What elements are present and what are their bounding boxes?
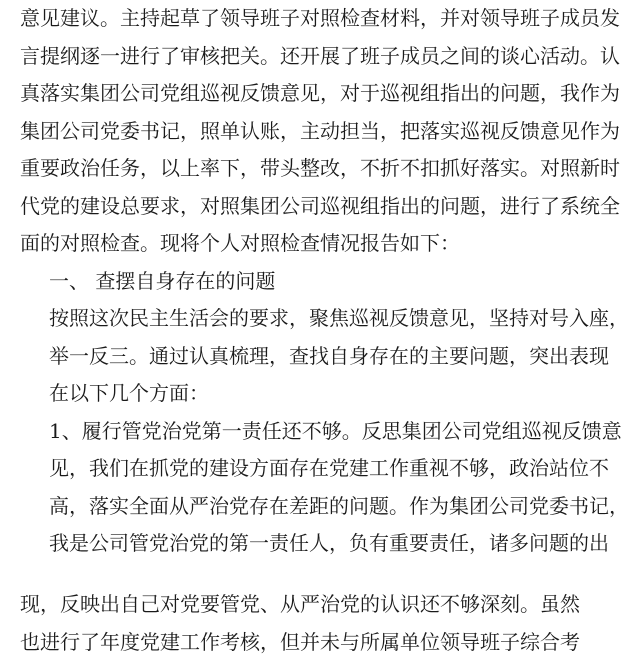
text-line: 1、履行管党治党第一责任还不够。反思集团公司党组巡视反馈意: [0, 413, 640, 451]
text-line: 真落实集团公司党组巡视反馈意见，对于巡视组指出的问题，我作为: [0, 75, 640, 113]
text-line: 意见建议。主持起草了领导班子对照检查材料，并对领导班子成员发: [0, 0, 640, 38]
text-line: 在以下几个方面：: [0, 375, 640, 413]
text-line: 重要政治任务，以上率下，带头整改，不折不扣抓好落实。对照新时: [0, 150, 640, 188]
text-line: 言提纲逐一进行了审核把关。还开展了班子成员之间的谈心活动。认: [0, 38, 640, 76]
text-line: 举一反三。通过认真梳理，查找自身存在的主要问题，突出表现: [0, 338, 640, 376]
document-page-bottom: [0, 586, 640, 661]
text-line: 按照这次民主生活会的要求，聚焦巡视反馈意见，坚持对号入座，: [0, 300, 640, 338]
section-heading: 一、 查摆自身存在的问题: [0, 263, 640, 301]
text-line: 面的对照检查。现将个人对照检查情况报告如下：: [0, 225, 640, 263]
text-line: 代党的建设总要求，对照集团公司巡视组指出的问题，进行了系统全: [0, 188, 640, 226]
text-line: 高，落实全面从严治党存在差距的问题。作为集团公司党委书记，: [0, 488, 640, 526]
text-line: 也进行了年度党建工作考核，但并未与所属单位领导班子综合考: [0, 624, 640, 661]
text-line: 现，反映出自己对党要管党、从严治党的认识还不够深刻。虽然: [0, 586, 640, 624]
text-line: 集团公司党委书记，照单认账，主动担当，把落实巡视反馈意见作为: [0, 113, 640, 151]
text-line: 我是公司管党治党的第一责任人，负有重要责任，诸多问题的出: [0, 525, 640, 563]
text-line: 见，我们在抓党的建设方面存在党建工作重视不够，政治站位不: [0, 450, 640, 488]
